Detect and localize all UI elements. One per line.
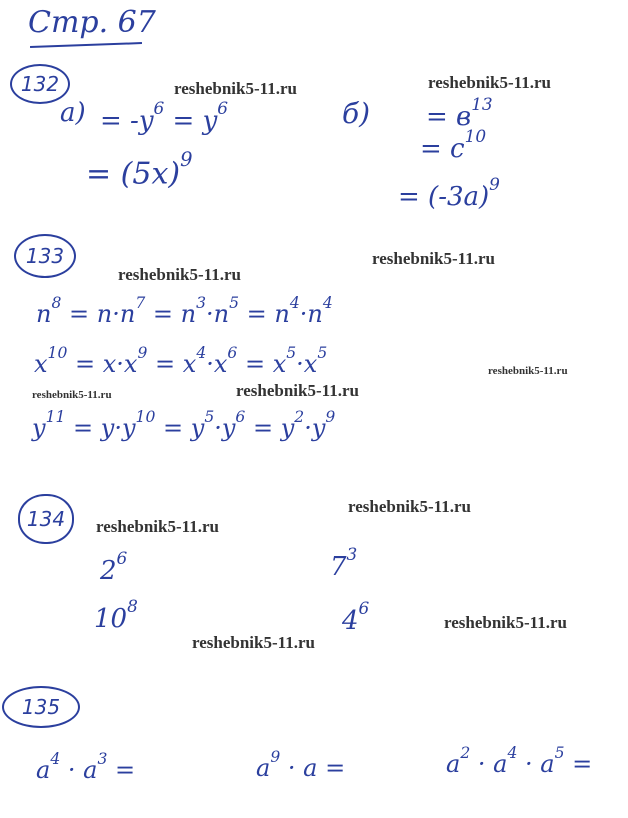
power-exponent: 7 bbox=[135, 294, 146, 312]
power-exponent: 5 bbox=[229, 294, 240, 312]
task-134-b: $7^3$ bbox=[330, 544, 358, 583]
power-base: y bbox=[190, 414, 205, 443]
page-title: Стр. 67 bbox=[28, 5, 156, 40]
power-exponent: 6 bbox=[235, 408, 246, 426]
power-base: ·x bbox=[296, 350, 318, 379]
power-exponent: 3 bbox=[196, 294, 206, 312]
power-base: ·n bbox=[299, 300, 323, 329]
task-134-a: $2^6$ bbox=[100, 548, 128, 587]
watermark: reshebnik5-11.ru bbox=[444, 613, 567, 632]
power-exponent: 5 bbox=[204, 408, 215, 426]
task-133-number: 133 bbox=[14, 234, 76, 278]
power-base: n bbox=[274, 300, 290, 329]
task-135-expr-2: $a^9 \cdot a$ = bbox=[256, 748, 346, 783]
watermark: reshebnik5-11.ru bbox=[96, 517, 219, 536]
power-base: y·y bbox=[100, 414, 136, 443]
task-132-number: 132 bbox=[10, 64, 70, 104]
watermark: reshebnik5-11.ru bbox=[428, 73, 551, 92]
power-base: y bbox=[32, 414, 46, 443]
task-132-b-line2: = $c^{10}$ bbox=[420, 126, 487, 165]
equals-sign: = bbox=[237, 350, 273, 379]
power-exponent: 4 bbox=[322, 294, 333, 312]
power-base: ·n bbox=[206, 300, 230, 329]
equals-sign: = bbox=[61, 300, 97, 329]
task-133-row-x bbox=[34, 344, 328, 379]
watermark: reshebnik5-11.ru bbox=[348, 497, 471, 516]
power-exponent: 10 bbox=[135, 408, 156, 426]
page-title-underline bbox=[30, 42, 142, 48]
power-base: x bbox=[34, 350, 48, 379]
power-base: ·x bbox=[206, 350, 228, 379]
task-133-row-y bbox=[32, 408, 336, 443]
power-exponent: 11 bbox=[45, 408, 66, 426]
power-base: ·y bbox=[304, 414, 326, 443]
task-135-expr-1: $a^4 \cdot a^3$ = bbox=[36, 750, 136, 785]
watermark: reshebnik5-11.ru bbox=[236, 381, 359, 400]
equals-sign: = bbox=[145, 300, 181, 329]
equals-sign: = bbox=[155, 414, 191, 443]
power-base: n·n bbox=[96, 300, 136, 329]
task-135-expr-3: $a^2 \cdot a^4 \cdot a^5$ = bbox=[446, 744, 593, 779]
task-134-number: 134 bbox=[18, 494, 74, 544]
task-132-a-line1: = $-y^6 = y^6$ bbox=[100, 98, 229, 137]
power-base: ·y bbox=[214, 414, 236, 443]
equals-sign: = bbox=[245, 414, 281, 443]
power-exponent: 5 bbox=[317, 344, 328, 362]
task-132-a-line2: = $(5x)^9$ bbox=[86, 148, 193, 192]
equals-sign: = bbox=[239, 300, 275, 329]
power-exponent: 4 bbox=[289, 294, 300, 312]
task-132-b-line1: = $в^{13}$ bbox=[426, 94, 493, 133]
power-base: n bbox=[180, 300, 197, 329]
watermark: reshebnik5-11.ru bbox=[488, 365, 568, 377]
power-base: x bbox=[272, 350, 287, 379]
power-exponent: 6 bbox=[227, 344, 238, 362]
task-134-d: $4^6$ bbox=[342, 598, 370, 637]
power-base: x·x bbox=[102, 350, 138, 379]
power-exponent: 9 bbox=[137, 344, 148, 362]
power-base: y bbox=[280, 414, 295, 443]
watermark: reshebnik5-11.ru bbox=[32, 389, 112, 401]
watermark: reshebnik5-11.ru bbox=[174, 79, 297, 98]
task-132-a-label: а) bbox=[60, 98, 86, 128]
task-132-b-label: б) bbox=[342, 97, 371, 130]
power-exponent: 8 bbox=[51, 294, 62, 312]
task-132-b-line3: = $(-3a)^9$ bbox=[398, 174, 500, 213]
equals-sign: = bbox=[67, 350, 103, 379]
power-base: x bbox=[182, 350, 197, 379]
power-exponent: 5 bbox=[286, 344, 297, 362]
power-exponent: 10 bbox=[47, 344, 68, 362]
watermark: reshebnik5-11.ru bbox=[118, 265, 241, 284]
power-exponent: 2 bbox=[294, 408, 305, 426]
task-135-number: 135 bbox=[2, 686, 80, 728]
equals-sign: = bbox=[147, 350, 183, 379]
power-base: n bbox=[36, 300, 52, 329]
equals-sign: = bbox=[65, 414, 101, 443]
watermark: reshebnik5-11.ru bbox=[372, 249, 495, 268]
power-exponent: 9 bbox=[325, 408, 336, 426]
task-133-row-n bbox=[36, 294, 333, 329]
power-exponent: 4 bbox=[196, 344, 207, 362]
watermark: reshebnik5-11.ru bbox=[192, 633, 315, 652]
task-134-c: $10^8$ bbox=[94, 596, 138, 635]
